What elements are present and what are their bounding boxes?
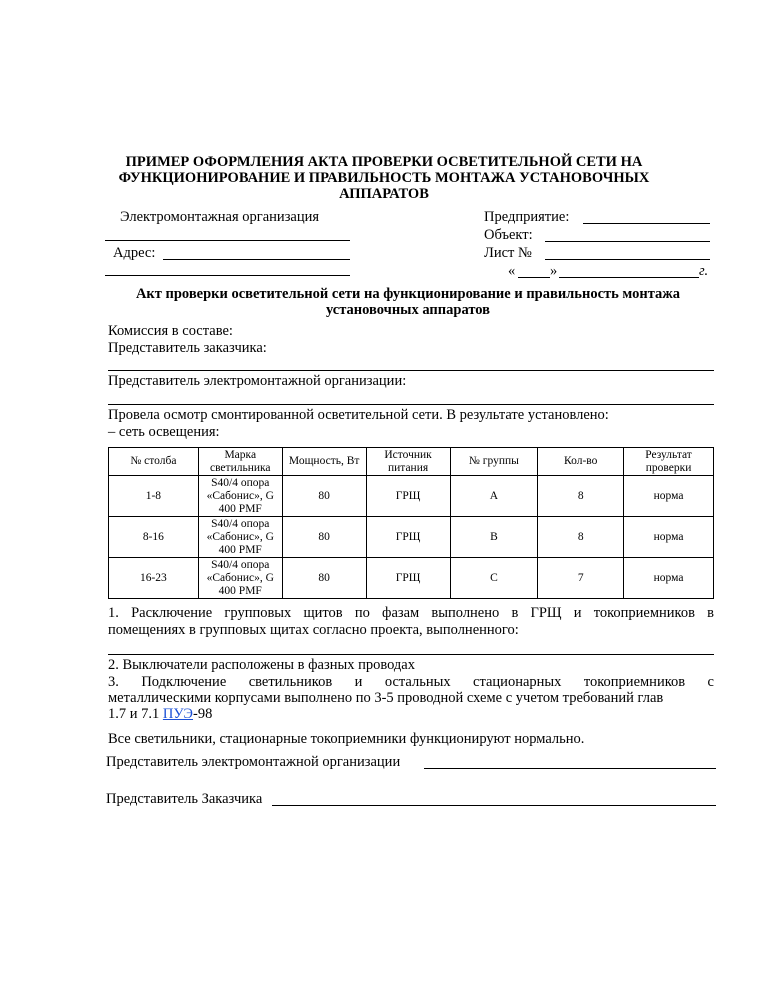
finding-3-line-1: 3. Подключение светильников и остальных стационарных токоприемников с (108, 674, 714, 690)
address-label: Адрес: (113, 245, 156, 261)
enterprise-line (583, 223, 710, 224)
contractor-signature-label: Представитель электромонтажной организации (106, 754, 401, 770)
organization-line (105, 240, 350, 241)
commission-label: Комиссия в составе: (108, 323, 233, 339)
finding-3-suffix: -98 (193, 706, 213, 722)
finding-3-line-2: металлическими корпусами выполнено по 3-5 проводной схеме с учетом требований глав (108, 690, 664, 706)
header-cell: Мощность, Вт (282, 448, 366, 476)
pole-cell: 1-8 (109, 476, 199, 517)
lamp-line: S40/4 опора (211, 517, 270, 530)
lamp-line: «Сабонис», G (206, 489, 274, 502)
customer-rep-label: Представитель заказчика: (108, 340, 267, 356)
inspection-text: Провела осмотр смонтированной осветительной сети. В результате установлено: (108, 407, 609, 423)
year-suffix: г. (699, 263, 709, 279)
title-line-3: АППАРАТОВ (339, 186, 429, 202)
finding-1-line (108, 654, 714, 655)
count-cell: 7 (538, 558, 624, 599)
conclusion-text: Все светильники, стационарные токоприемники функционируют нормально. (108, 731, 585, 747)
organization-label: Электромонтажная организация (120, 209, 320, 225)
address-line (163, 259, 350, 260)
header-cell: Марка светильника (198, 448, 282, 476)
title-line-1: ПРИМЕР ОФОРМЛЕНИЯ АКТА ПРОВЕРКИ ОСВЕТИТЕЛЬНОЙ СЕТИ НА (125, 154, 643, 170)
finding-1-line-2: помещениях в групповых щитах согласно проекта, выполненного: (108, 622, 519, 638)
lamp-line: S40/4 опора (211, 558, 270, 571)
object-line (545, 241, 710, 242)
contractor-signature-line (424, 768, 716, 769)
header-cell: Источник питания (366, 448, 450, 476)
lamp-cell (198, 476, 282, 517)
header-cell: Результат проверки (624, 448, 714, 476)
header-cell: № группы (450, 448, 538, 476)
table-header-row (109, 448, 714, 476)
finding-3-prefix: 1.7 и 7.1 (108, 706, 163, 722)
power-cell: 80 (282, 476, 366, 517)
subtitle-line-2: установочных аппаратов (326, 302, 490, 318)
lighting-table (108, 447, 714, 599)
source-cell: ГРЩ (366, 476, 450, 517)
source-cell: ГРЩ (366, 517, 450, 558)
lamp-line: S40/4 опора (211, 476, 270, 489)
title-line-2: ФУНКЦИОНИРОВАНИЕ И ПРАВИЛЬНОСТЬ МОНТАЖА УСТАНОВОЧНЫХ (118, 170, 650, 186)
lamp-cell (198, 517, 282, 558)
table-row (109, 517, 714, 558)
contractor-rep-line (108, 404, 714, 405)
object-label: Объект: (484, 227, 533, 243)
source-cell: ГРЩ (366, 558, 450, 599)
group-cell: A (450, 476, 538, 517)
pole-cell: 8-16 (109, 517, 199, 558)
customer-signature-label: Представитель Заказчика (106, 791, 263, 807)
header-cell: № столба (109, 448, 199, 476)
sheet-label: Лист № (484, 245, 532, 261)
count-cell: 8 (538, 476, 624, 517)
lamp-line: «Сабонис», G (206, 530, 274, 543)
finding-3-line-3 (108, 706, 212, 722)
finding-1-line-1: 1. Расключение групповых щитов по фазам выполнено в ГРЩ и токоприемников в (108, 605, 714, 621)
date-month-line (559, 277, 699, 278)
document-title (100, 154, 668, 202)
power-cell: 80 (282, 558, 366, 599)
result-cell: норма (624, 517, 714, 558)
pole-cell: 16-23 (109, 558, 199, 599)
result-cell: норма (624, 558, 714, 599)
date-close-quote: » (550, 263, 558, 279)
table-row (109, 476, 714, 517)
lamp-cell (198, 558, 282, 599)
group-cell: C (450, 558, 538, 599)
group-cell: B (450, 517, 538, 558)
customer-rep-line (108, 370, 714, 371)
sheet-line (545, 259, 710, 260)
pue-link[interactable]: ПУЭ (162, 706, 194, 722)
result-cell: норма (624, 476, 714, 517)
address-line-2 (105, 275, 350, 276)
header-cell: Кол-во (538, 448, 624, 476)
lamp-line: 400 PMF (218, 502, 262, 515)
date-day-line (518, 277, 550, 278)
finding-2: 2. Выключатели расположены в фазных проводах (108, 657, 415, 673)
lamp-line: «Сабонис», G (206, 571, 274, 584)
power-cell: 80 (282, 517, 366, 558)
act-subtitle (100, 286, 716, 318)
customer-signature-line (272, 805, 716, 806)
enterprise-label: Предприятие: (484, 209, 570, 225)
date-open-quote: « (508, 263, 516, 279)
lamp-line: 400 PMF (218, 543, 262, 556)
network-label: – сеть освещения: (108, 424, 220, 440)
count-cell: 8 (538, 517, 624, 558)
table-row (109, 558, 714, 599)
subtitle-line-1: Акт проверки осветительной сети на функционирование и правильность монтажа (135, 286, 681, 302)
lamp-line: 400 PMF (218, 584, 262, 597)
contractor-rep-label: Представитель электромонтажной организации: (108, 373, 407, 389)
